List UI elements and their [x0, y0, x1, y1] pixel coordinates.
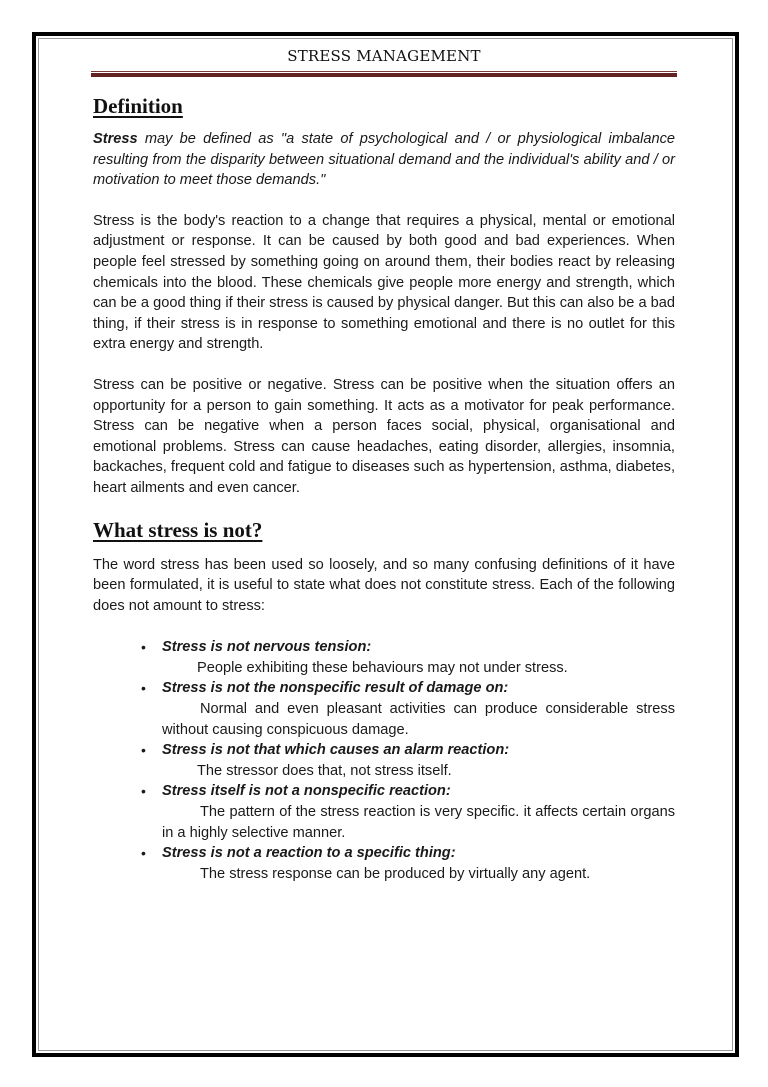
bullet-icon: • — [141, 845, 146, 862]
list-item-description: The stressor does that, not stress itself. — [197, 762, 452, 779]
list-item-title: Stress is not the nonspecific result of damage on: — [162, 680, 509, 697]
list-item — [141, 843, 675, 884]
definition-text: may be defined as "a state of psychological and / or physiological imbalance resulting from the disparity between situational demand and the individual's ability and / or motivation to meet those demands." — [93, 131, 675, 189]
list-item-title: Stress is not a reaction to a specific thing: — [162, 845, 456, 862]
page-header-title: STRESS MANAGEMENT — [287, 47, 481, 65]
bullet-icon: • — [141, 639, 146, 656]
header-rule-thin — [91, 71, 677, 72]
list-item-description: The pattern of the stress reaction is very specific. it affects certain organs in a highly selective manner. — [162, 804, 675, 841]
definition-paragraph — [93, 129, 675, 191]
bullet-icon: • — [141, 783, 146, 800]
list-item — [141, 637, 675, 678]
bullet-icon: • — [141, 680, 146, 697]
document-body — [93, 93, 675, 884]
not-stress-list — [93, 637, 675, 884]
section-heading-definition: Definition — [93, 94, 183, 118]
not-stress-intro: The word stress has been used so loosely, and so many confusing definitions of it have been formulated, it is useful to state what does not constitute stress. Each of the following does not amount to stress: — [93, 556, 675, 614]
header-rule-thick — [91, 73, 677, 77]
bullet-icon: • — [141, 742, 146, 759]
section-heading-what-stress-is-not: What stress is not? — [93, 517, 263, 542]
list-item — [141, 678, 675, 740]
list-item-description: The stress response can be produced by virtually any agent. — [200, 865, 591, 882]
body-paragraph-reaction: Stress is the body's reaction to a change that requires a physical, mental or emotional adjustment or response. It can be caused by both good and bad experiences. When people feel stressed by something going on around them, their bodies react by releasing chemicals into the blood. These chemicals give people more energy and strength, which can be a good thing if their stress is caused by physical danger. But this can also be a bad thing, if their stress is in response to something emotional and there is no outlet for this extra energy and strength. — [93, 212, 675, 353]
body-paragraph-positive-negative: Stress can be positive or negative. Stress can be positive when the situation offers an opportunity for a person to gain something. It acts as a motivator for peak performance. Stress can be negative when a person faces social, physical, organisational and emotional problems. Stress can cause headaches, eating disorder, allergies, insomnia, backaches, frequent cold and fatigue to diseases such as hypertension, asthma, diabetes, heart ailments and even cancer. — [93, 376, 675, 496]
list-item-description: Normal and even pleasant activities can produce considerable stress without causing conspicuous damage. — [162, 701, 675, 738]
list-item-title: Stress is not nervous tension: — [162, 639, 372, 656]
list-item-title: Stress is not that which causes an alarm reaction: — [162, 742, 510, 759]
list-item — [141, 781, 675, 843]
list-item-description: People exhibiting these behaviours may not under stress. — [197, 659, 568, 676]
list-item — [141, 740, 675, 781]
definition-term: Stress — [93, 131, 138, 147]
list-item-title: Stress itself is not a nonspecific reaction: — [162, 783, 451, 800]
